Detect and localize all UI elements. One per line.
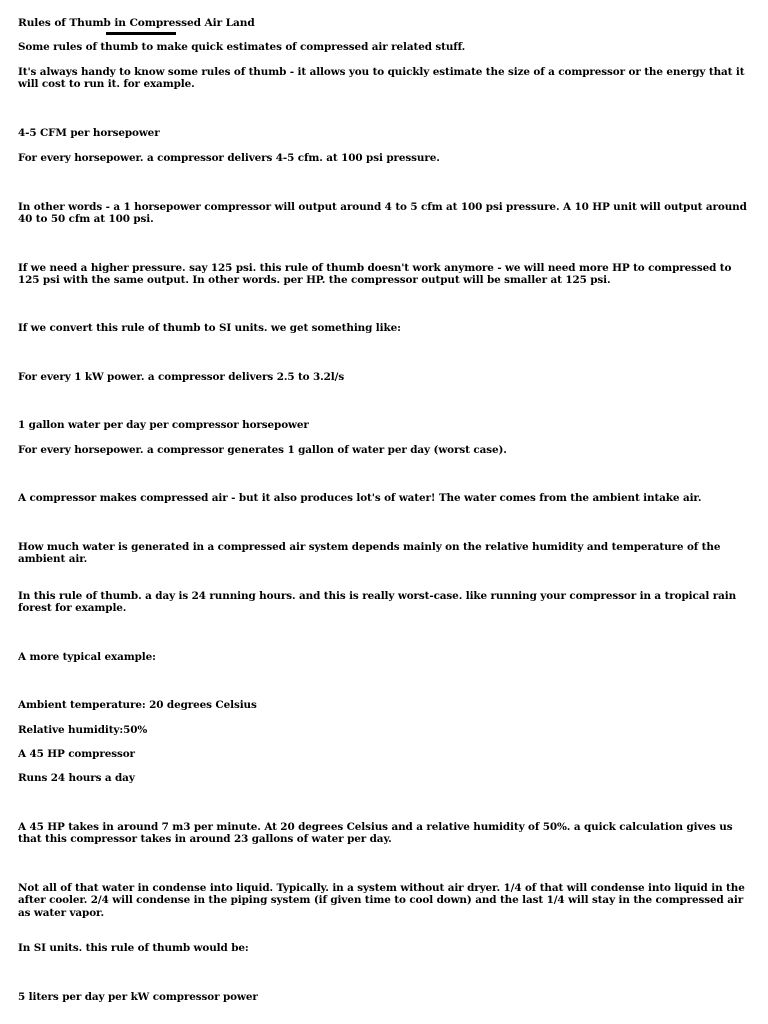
si-convert-paragraph: If we convert this rule of thumb to SI units. we get something like: — [18, 322, 401, 334]
water-rule-paragraph: For every horsepower. a compressor generates 1 gallon of water per day (worst case). — [18, 444, 507, 456]
ambient-temperature-line: Ambient temperature: 20 degrees Celsius — [18, 699, 257, 711]
cfm-rule-paragraph: For every horsepower. a compressor delivers 4-5 cfm. at 100 psi pressure. — [18, 152, 440, 164]
cfm-example-paragraph: In other words - a 1 horsepower compressor will output around 4 to 5 cfm at 100 psi pressure. A 10 HP unit will output around 40 to 50 cfm at 100 psi. — [18, 201, 747, 226]
title-underline-bar — [106, 32, 176, 35]
compressor-size-line: A 45 HP compressor — [18, 748, 135, 760]
worst-case-paragraph: In this rule of thumb. a day is 24 running hours. and this is really worst-case. like running your compressor in a tropical rain forest for example. — [18, 590, 737, 615]
relative-humidity-line: Relative humidity:50% — [18, 724, 148, 736]
intake-calculation-paragraph: A 45 HP takes in around 7 m3 per minute. At 20 degrees Celsius and a relative humidity of 50%. a quick calculation gives us that this compressor takes in around 23 gallons of water per day. — [18, 821, 733, 846]
si-water-rule-line: 5 liters per day per kW compressor power — [18, 991, 258, 1003]
intro-paragraph: Some rules of thumb to make quick estimates of compressed air related stuff. — [18, 41, 466, 53]
runtime-line: Runs 24 hours a day — [18, 772, 135, 784]
higher-pressure-paragraph: If we need a higher pressure. say 125 psi. this rule of thumb doesn't work anymore - we will need more HP to compressed to 125 psi with the same output. In other words. per HP. the compressor output will be smaller at 125 psi. — [18, 262, 732, 287]
water-source-paragraph: A compressor makes compressed air - but it also produces lot's of water! The water comes from the ambient intake air. — [18, 492, 702, 504]
water-amount-paragraph: How much water is generated in a compressed air system depends mainly on the relative humidity and temperature of the ambient air. — [18, 541, 721, 566]
page-title: Rules of Thumb in Compressed Air Land — [18, 17, 255, 29]
si-rule-paragraph: For every 1 kW power. a compressor delivers 2.5 to 3.2l/s — [18, 371, 345, 383]
si-water-intro-paragraph: In SI units. this rule of thumb would be: — [18, 942, 249, 954]
typical-example-heading: A more typical example: — [18, 651, 156, 663]
water-heading: 1 gallon water per day per compressor horsepower — [18, 419, 309, 431]
rules-handy-paragraph: It's always handy to know some rules of thumb - it allows you to quickly estimate the size of a compressor or the energy that it will cost to run it. for example. — [18, 66, 745, 91]
condensation-paragraph: Not all of that water in condense into liquid. Typically. in a system without air dryer. 1/4 of that will condense into liquid in the after cooler. 2/4 will condense in the piping system (if given time to cool down) and the last 1/4 will stay in the compressed air as water vapor. — [18, 882, 745, 919]
cfm-heading: 4-5 CFM per horsepower — [18, 127, 160, 139]
